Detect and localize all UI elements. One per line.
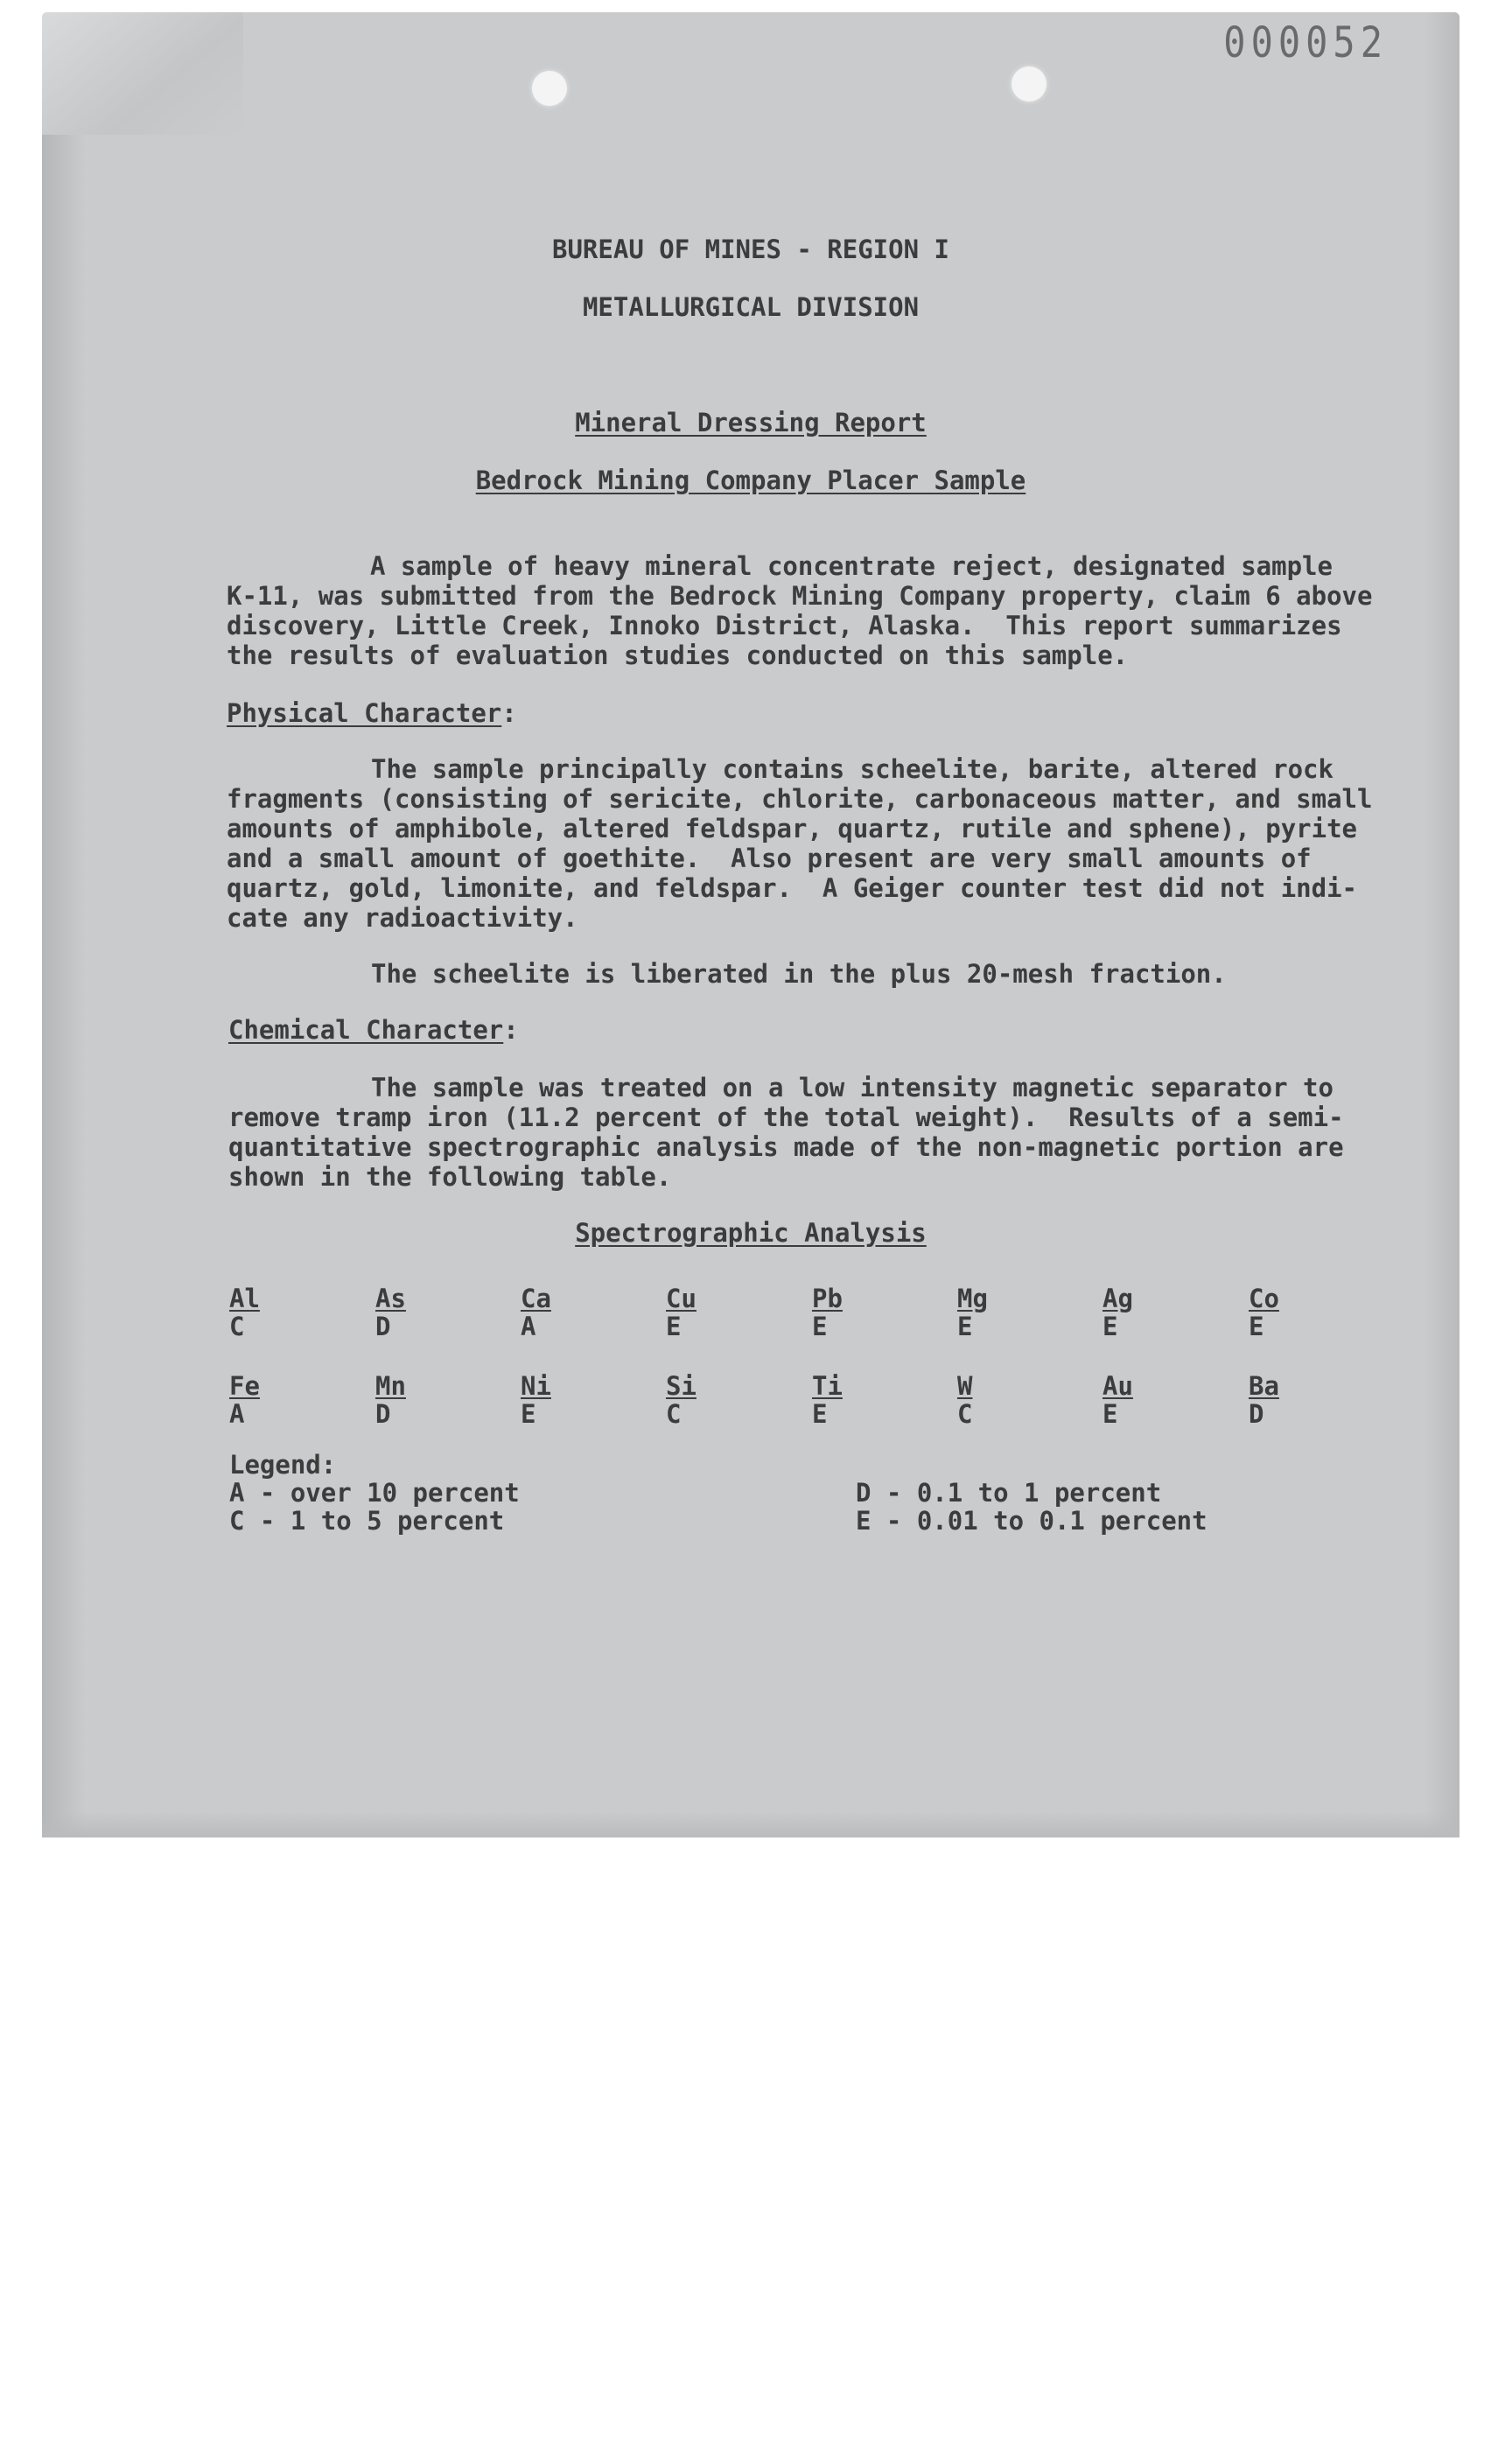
- intro-line-3: discovery, Little Creek, Innoko District, Alaska. This report summarizes: [227, 611, 1342, 640]
- spectro-cell: [229, 1372, 260, 1428]
- legend-item-c: C - 1 to 5 percent: [229, 1506, 505, 1536]
- element-grade: D: [1249, 1399, 1264, 1429]
- element-symbol: Pb: [812, 1284, 843, 1313]
- legend-label: Legend:: [229, 1450, 337, 1480]
- element-symbol: Si: [666, 1371, 696, 1401]
- physical-line-1: The sample principally contains scheelite, barite, altered rock: [371, 754, 1334, 784]
- document-number-stamp: 000052: [1223, 18, 1388, 67]
- element-symbol: Ag: [1102, 1284, 1133, 1313]
- element-grade: C: [957, 1399, 973, 1429]
- report-subtitle-row: [42, 466, 1460, 495]
- element-symbol: Fe: [229, 1371, 260, 1401]
- physical-heading-colon: :: [501, 698, 517, 728]
- element-grade: D: [375, 1399, 391, 1429]
- physical-line-5: quartz, gold, limonite, and feldspar. A Geiger counter test did not indi-: [227, 873, 1358, 903]
- element-symbol: Cu: [666, 1284, 696, 1313]
- chemical-line-2: remove tramp iron (11.2 percent of the total weight). Results of a semi-: [228, 1102, 1344, 1132]
- element-symbol: Mg: [957, 1284, 988, 1313]
- spectro-cell: [1102, 1284, 1133, 1340]
- spectro-cell: [957, 1284, 988, 1340]
- spectro-cell: [957, 1372, 972, 1428]
- physical-line-6: cate any radioactivity.: [227, 903, 578, 933]
- spectro-cell: [375, 1284, 406, 1340]
- spectro-title-row: [42, 1218, 1460, 1248]
- header-agency: BUREAU OF MINES - REGION I: [552, 234, 949, 264]
- page-shadow-bottom: [42, 1811, 1460, 1838]
- spectro-cell: [812, 1284, 843, 1340]
- spectro-cell: [521, 1372, 551, 1428]
- chemical-heading-colon: :: [503, 1015, 519, 1045]
- element-symbol: W: [957, 1371, 973, 1401]
- chemical-line-4: shown in the following table.: [228, 1162, 672, 1192]
- element-grade: E: [521, 1399, 536, 1429]
- element-grade: E: [812, 1399, 828, 1429]
- chemical-line-1: The sample was treated on a low intensity magnetic separator to: [371, 1073, 1334, 1102]
- element-symbol: Co: [1249, 1284, 1279, 1313]
- legend-item-a: A - over 10 percent: [229, 1478, 520, 1508]
- element-grade: E: [666, 1312, 682, 1341]
- element-symbol: As: [375, 1284, 406, 1313]
- spectro-cell: [521, 1284, 551, 1340]
- element-symbol: Al: [229, 1284, 260, 1313]
- spectro-cell: [1249, 1284, 1279, 1340]
- header-division: METALLURGICAL DIVISION: [582, 292, 920, 322]
- element-grade: E: [1102, 1312, 1118, 1341]
- spectro-cell: [666, 1372, 696, 1428]
- element-grade: D: [375, 1312, 391, 1341]
- spectro-cell: [666, 1284, 696, 1340]
- element-symbol: Ca: [521, 1284, 551, 1313]
- spectro-cell: [1102, 1372, 1133, 1428]
- element-grade: C: [666, 1399, 682, 1429]
- legend-item-d: D - 0.1 to 1 percent: [856, 1478, 1162, 1508]
- element-symbol: Ba: [1249, 1371, 1279, 1401]
- element-symbol: Ni: [521, 1371, 551, 1401]
- spectro-cell: [229, 1284, 260, 1340]
- chemical-heading: Chemical Character: [228, 1015, 504, 1045]
- element-symbol: Au: [1102, 1371, 1133, 1401]
- intro-line-4: the results of evaluation studies conducted on this sample.: [227, 640, 1129, 670]
- intro-line-1: A sample of heavy mineral concentrate reject, designated sample: [370, 551, 1333, 581]
- physical-heading: Physical Character: [227, 698, 502, 728]
- physical-line-4: and a small amount of goethite. Also present are very small amounts of: [227, 844, 1312, 873]
- report-title: Mineral Dressing Report: [575, 408, 927, 438]
- element-grade: A: [521, 1312, 536, 1341]
- punch-hole-right: [1012, 66, 1046, 102]
- spectro-cell: [375, 1372, 406, 1428]
- page-shadow-right: [1424, 12, 1460, 1838]
- report-subtitle: Bedrock Mining Company Placer Sample: [475, 466, 1026, 495]
- folded-corner: [42, 12, 243, 135]
- element-grade: A: [229, 1399, 245, 1429]
- element-grade: C: [229, 1312, 245, 1341]
- element-symbol: Mn: [375, 1371, 406, 1401]
- spectro-cell: [1249, 1372, 1279, 1428]
- chemical-heading-row: [228, 1015, 519, 1045]
- physical-heading-row: [227, 698, 517, 728]
- page-shadow-left: [42, 12, 86, 1838]
- intro-line-2: K-11, was submitted from the Bedrock Mining Company property, claim 6 above: [227, 581, 1373, 611]
- spectro-title: Spectrographic Analysis: [575, 1218, 927, 1248]
- spectro-cell: [812, 1372, 843, 1428]
- physical-paragraph-2: The scheelite is liberated in the plus 20-mesh fraction.: [371, 959, 1227, 989]
- element-grade: E: [812, 1312, 828, 1341]
- element-symbol: Ti: [812, 1371, 843, 1401]
- element-grade: E: [1249, 1312, 1264, 1341]
- element-grade: E: [1102, 1399, 1118, 1429]
- element-grade: E: [957, 1312, 973, 1341]
- document-page: [42, 12, 1460, 1838]
- chemical-line-3: quantitative spectrographic analysis made of the non-magnetic portion are: [228, 1132, 1344, 1162]
- legend-item-e: E - 0.01 to 0.1 percent: [856, 1506, 1208, 1536]
- physical-line-2: fragments (consisting of sericite, chlorite, carbonaceous matter, and small: [227, 784, 1373, 814]
- report-title-row: [42, 408, 1460, 438]
- punch-hole-left: [532, 71, 567, 106]
- physical-line-3: amounts of amphibole, altered feldspar, quartz, rutile and sphene), pyrite: [227, 814, 1358, 844]
